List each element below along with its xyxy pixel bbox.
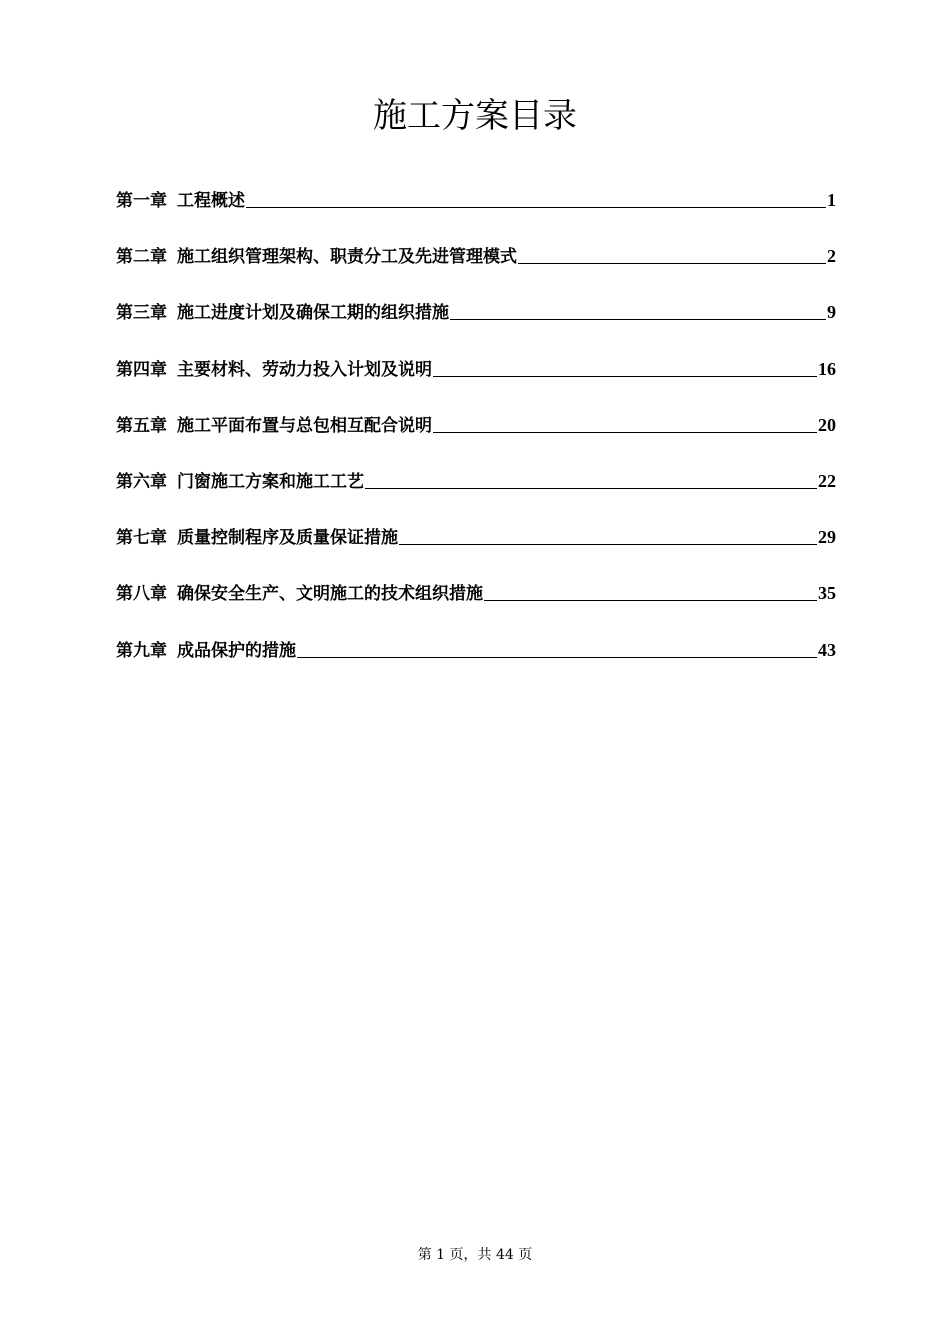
toc-chapter-number: 第一章 <box>116 191 167 211</box>
toc-entry[interactable] <box>116 636 836 692</box>
toc-leader-line <box>399 526 817 545</box>
toc-entry[interactable] <box>116 355 836 411</box>
toc-chapter-title: 门窗施工方案和施工工艺 <box>177 471 364 492</box>
toc-chapter-title: 成品保护的措施 <box>177 640 296 661</box>
page-footer: 第 1 页，共 44 页 <box>417 1247 533 1263</box>
toc-entry[interactable] <box>116 186 836 242</box>
toc-page-number: 43 <box>818 639 836 660</box>
toc-entry[interactable] <box>116 242 836 298</box>
toc-chapter-number: 第四章 <box>116 359 167 380</box>
toc-page-number: 20 <box>818 414 836 435</box>
toc-chapter-title: 主要材料、劳动力投入计划及说明 <box>177 359 432 380</box>
toc-leader-line <box>433 414 817 433</box>
toc-chapter-number: 第八章 <box>116 584 167 605</box>
toc-page-number: 2 <box>827 246 836 267</box>
toc-page-number: 1 <box>827 190 836 210</box>
toc-chapter-title: 质量控制程序及质量保证措施 <box>177 528 398 549</box>
toc-entry[interactable] <box>116 411 836 467</box>
toc-chapter-number: 第三章 <box>116 303 167 324</box>
toc-leader-line <box>297 639 817 658</box>
toc-chapter-number: 第五章 <box>116 415 167 436</box>
toc-leader-line <box>450 301 826 320</box>
table-of-contents <box>116 186 836 692</box>
toc-page-number: 16 <box>818 358 836 379</box>
toc-chapter-number: 第九章 <box>116 640 167 661</box>
toc-page-number: 35 <box>818 583 836 604</box>
toc-chapter-title: 确保安全生产、文明施工的技术组织措施 <box>177 584 483 605</box>
toc-chapter-title: 施工平面布置与总包相互配合说明 <box>177 415 432 436</box>
toc-page-number: 22 <box>818 470 836 491</box>
toc-entry[interactable] <box>116 298 836 354</box>
toc-leader-line <box>433 358 817 377</box>
toc-leader-line <box>246 189 826 208</box>
toc-chapter-number: 第六章 <box>116 471 167 492</box>
page-title: 施工方案目录 <box>373 96 577 136</box>
toc-entry[interactable] <box>116 579 836 635</box>
toc-page-number: 29 <box>818 527 836 548</box>
toc-chapter-number: 第七章 <box>116 528 167 549</box>
toc-chapter-title: 工程概述 <box>177 191 245 211</box>
toc-leader-line <box>365 470 817 489</box>
toc-entry[interactable] <box>116 467 836 523</box>
toc-chapter-title: 施工进度计划及确保工期的组织措施 <box>177 303 449 324</box>
toc-chapter-number: 第二章 <box>116 247 167 268</box>
toc-entry[interactable] <box>116 523 836 579</box>
toc-page-number: 9 <box>827 302 836 323</box>
toc-leader-line <box>484 582 817 601</box>
toc-leader-line <box>518 245 826 264</box>
toc-chapter-title: 施工组织管理架构、职责分工及先进管理模式 <box>177 247 517 268</box>
